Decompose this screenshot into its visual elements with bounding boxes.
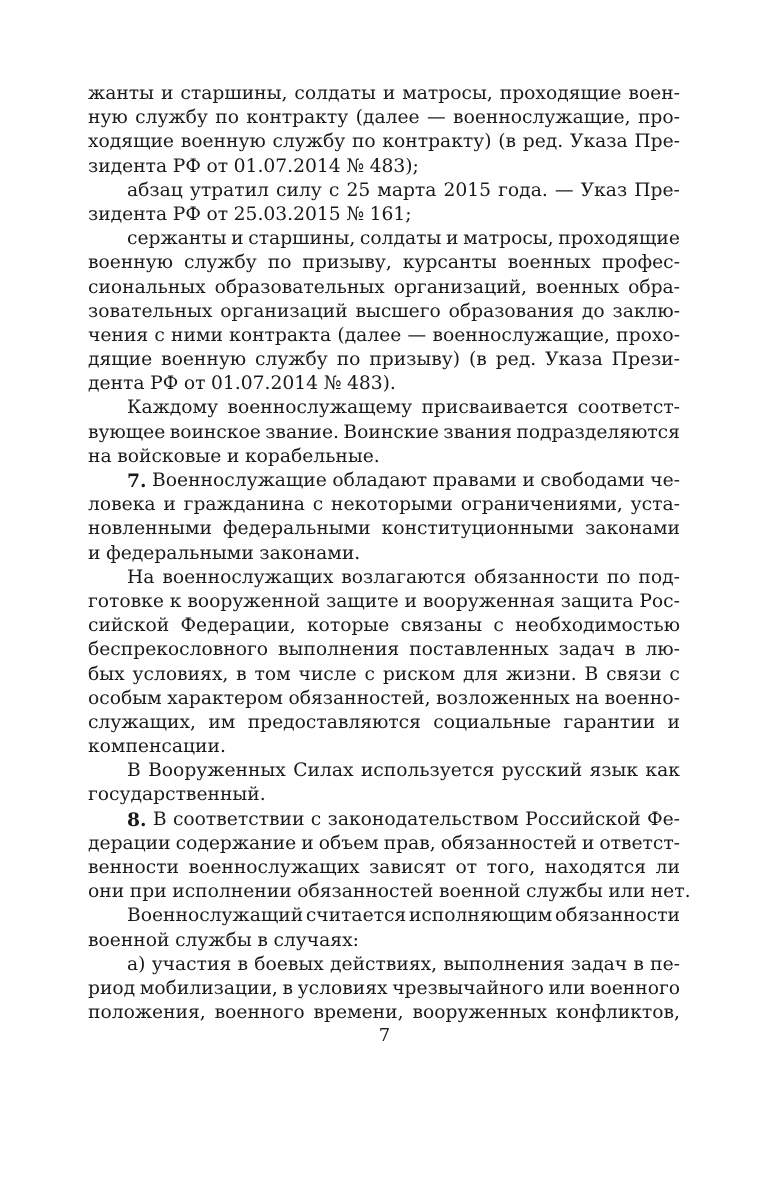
text-line: Каждому военнослужащему присваивается соответст-: [127, 397, 680, 419]
text-line: чения с ними контракта (далее — военнослужащие, прохо-: [88, 324, 680, 346]
text-line: зовательных организаций высшего образования до заклю-: [88, 300, 680, 322]
text-line: бых условиях, в том числе с риском для жизни. В связи с: [88, 663, 680, 685]
text-line: зидента РФ от 01.07.2014 № 483);: [88, 155, 419, 177]
text-line: На военнослужащих возлагаются обязанности по под-: [127, 566, 680, 588]
section-number: 7.: [127, 470, 147, 492]
text-line: государственный.: [88, 784, 266, 806]
text-line: ную службу по контракту (далее — военнослужащие, про-: [88, 107, 680, 129]
text-line: сийской Федерации, которые связаны с необходимостью: [88, 615, 680, 637]
text-line: новленными федеральными конституционными законами: [88, 518, 680, 540]
page-number: 7: [378, 1025, 391, 1046]
text-line: зидента РФ от 25.03.2015 № 161;: [88, 203, 412, 225]
text-line: дящие военную службу по призыву) (в ред. Указа Прези-: [88, 349, 680, 371]
text-line: венности военнослужащих зависят от того, находятся ли: [88, 857, 680, 878]
paragraph: [88, 904, 680, 952]
paragraph: [88, 179, 680, 227]
text-line: жанты и старшины, солдаты и матросы, проходящие воен-: [88, 83, 680, 104]
text-line: риод мобилизации, в условиях чрезвычайного или военного: [88, 977, 680, 999]
text-line: В Вооруженных Силах используется русский язык как: [127, 760, 680, 782]
text-line: готовке к вооруженной защите и вооруженная защита Рос-: [88, 590, 680, 612]
text-line: вующее воинское звание. Воинские звания подразделяются: [88, 421, 680, 443]
text-line: они при исполнении обязанностей военной службы или нет.: [88, 881, 691, 903]
text-line: сиональных образовательных организаций, военных обра-: [88, 276, 680, 298]
text-line: на войсковые и корабельные.: [88, 445, 380, 467]
text-line: компенсации.: [88, 736, 226, 758]
text-line: военной службы в случаях:: [88, 929, 359, 951]
paragraph: [88, 759, 680, 807]
text-line: сержанты и старшины, солдаты и матросы, проходящие: [127, 228, 680, 250]
text-line: абзац утратил силу с 25 марта 2015 года. — Указ Пре-: [127, 179, 680, 201]
text-line: ходящие военную службу по контракту) (в ред. Указа Пре-: [88, 131, 680, 153]
paragraph: [88, 953, 680, 1026]
text-line: дента РФ от 01.07.2014 № 483).: [88, 373, 396, 395]
text-line: 8. В соответствии с законодательством Российской Фе-: [127, 808, 680, 831]
paragraph: [88, 469, 680, 566]
text-line: положения, военного времени, вооруженных конфликтов,: [88, 1002, 680, 1024]
paragraph: [88, 227, 680, 396]
section-number: 8.: [127, 808, 147, 831]
paragraph: [88, 808, 691, 905]
text-line: военную службу по призыву, курсанты военных профес-: [88, 252, 680, 274]
page-text-body: [88, 82, 691, 1025]
text-line: ловека и гражданина с некоторыми ограничениями, уста-: [88, 494, 680, 516]
text-line: Военнослужащий считается исполняющим обязанности: [127, 905, 680, 927]
text-line: служащих, им предоставляются социальные гарантии и: [88, 711, 680, 733]
paragraph: [88, 396, 680, 469]
text-line: беспрекословного выполнения поставленных задач в лю-: [88, 639, 680, 661]
text-line: 7. Военнослужащие обладают правами и свободами че-: [127, 470, 680, 492]
text-line: особым характером обязанностей, возложенных на военно-: [88, 687, 680, 709]
text-line: дерации содержание и объем прав, обязанностей и ответст-: [88, 832, 680, 854]
text-line: и федеральными законами.: [88, 542, 361, 564]
text-line: а) участия в боевых действиях, выполнения задач в пе-: [127, 953, 680, 975]
paragraph: [88, 566, 680, 760]
paragraph: [88, 82, 680, 179]
